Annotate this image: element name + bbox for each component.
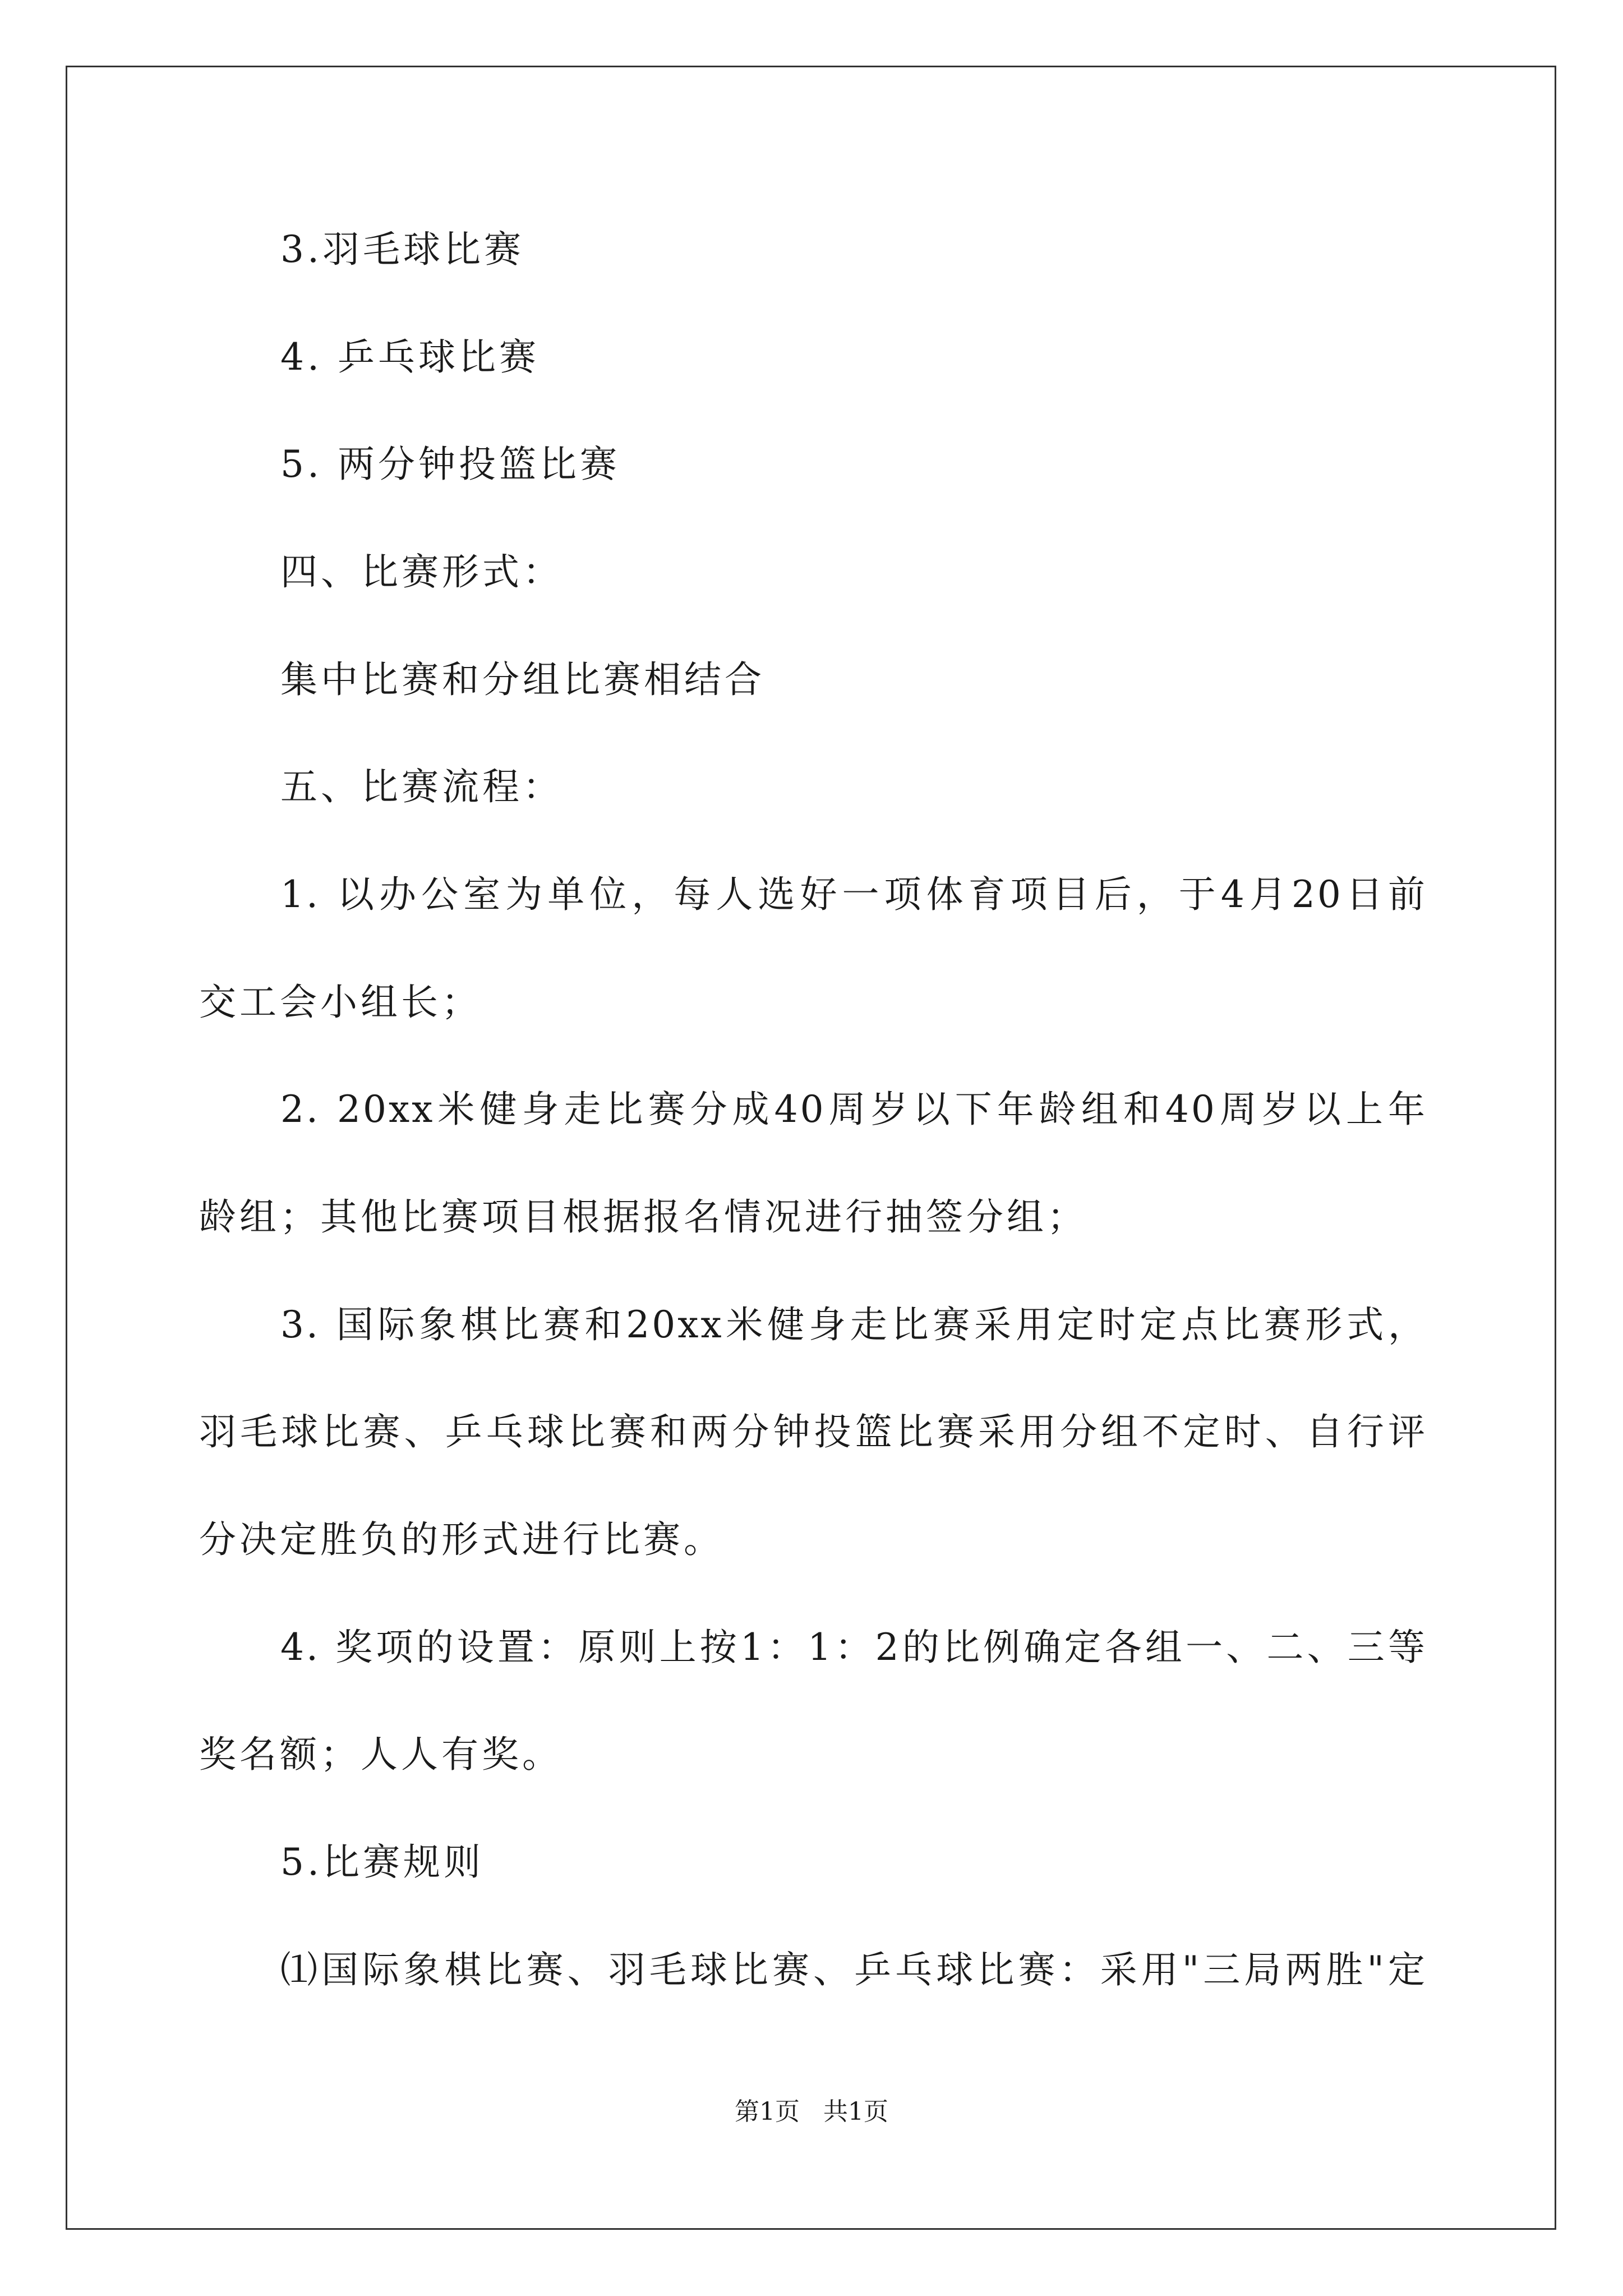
doc-line-9: 2. 20xx米健身走比赛分成40周岁以下年龄组和40周岁以上年 <box>280 1088 1427 1131</box>
doc-line-15: 奖名额；人人有奖。 <box>199 1733 562 1776</box>
doc-line-11: 3. 国际象棋比赛和20xx米健身走比赛采用定时定点比赛形式， <box>280 1303 1427 1346</box>
doc-line-3: 5. 两分钟投篮比赛 <box>280 443 620 486</box>
doc-line-6: 五、比赛流程： <box>280 765 563 808</box>
doc-line-13: 分决定胜负的形式进行比赛。 <box>199 1518 724 1561</box>
page-border <box>66 66 1556 2230</box>
doc-line-4: 四、比赛形式： <box>280 550 563 593</box>
doc-line-2: 4. 乒乓球比赛 <box>280 335 540 379</box>
page-footer: 第1页 共1页 <box>735 2097 888 2126</box>
doc-line-1: 3.羽毛球比赛 <box>280 228 524 271</box>
doc-line-16: 5.比赛规则 <box>280 1841 484 1884</box>
doc-line-12: 羽毛球比赛、乒乓球比赛和两分钟投篮比赛采用分组不定时、自行评 <box>199 1410 1427 1453</box>
doc-line-8: 交工会小组长； <box>199 981 482 1024</box>
doc-line-5: 集中比赛和分组比赛相结合 <box>280 658 765 701</box>
doc-line-14: 4. 奖项的设置：原则上按1：1：2的比例确定各组一、二、三等 <box>280 1626 1427 1669</box>
doc-line-10: 龄组；其他比赛项目根据报名情况进行抽签分组； <box>199 1195 1087 1239</box>
doc-line-17: ⑴国际象棋比赛、羽毛球比赛、乒乓球比赛：采用"三局两胜"定 <box>280 1948 1427 1991</box>
doc-line-7: 1. 以办公室为单位，每人选好一项体育项目后，于4月20日前 <box>280 873 1427 916</box>
